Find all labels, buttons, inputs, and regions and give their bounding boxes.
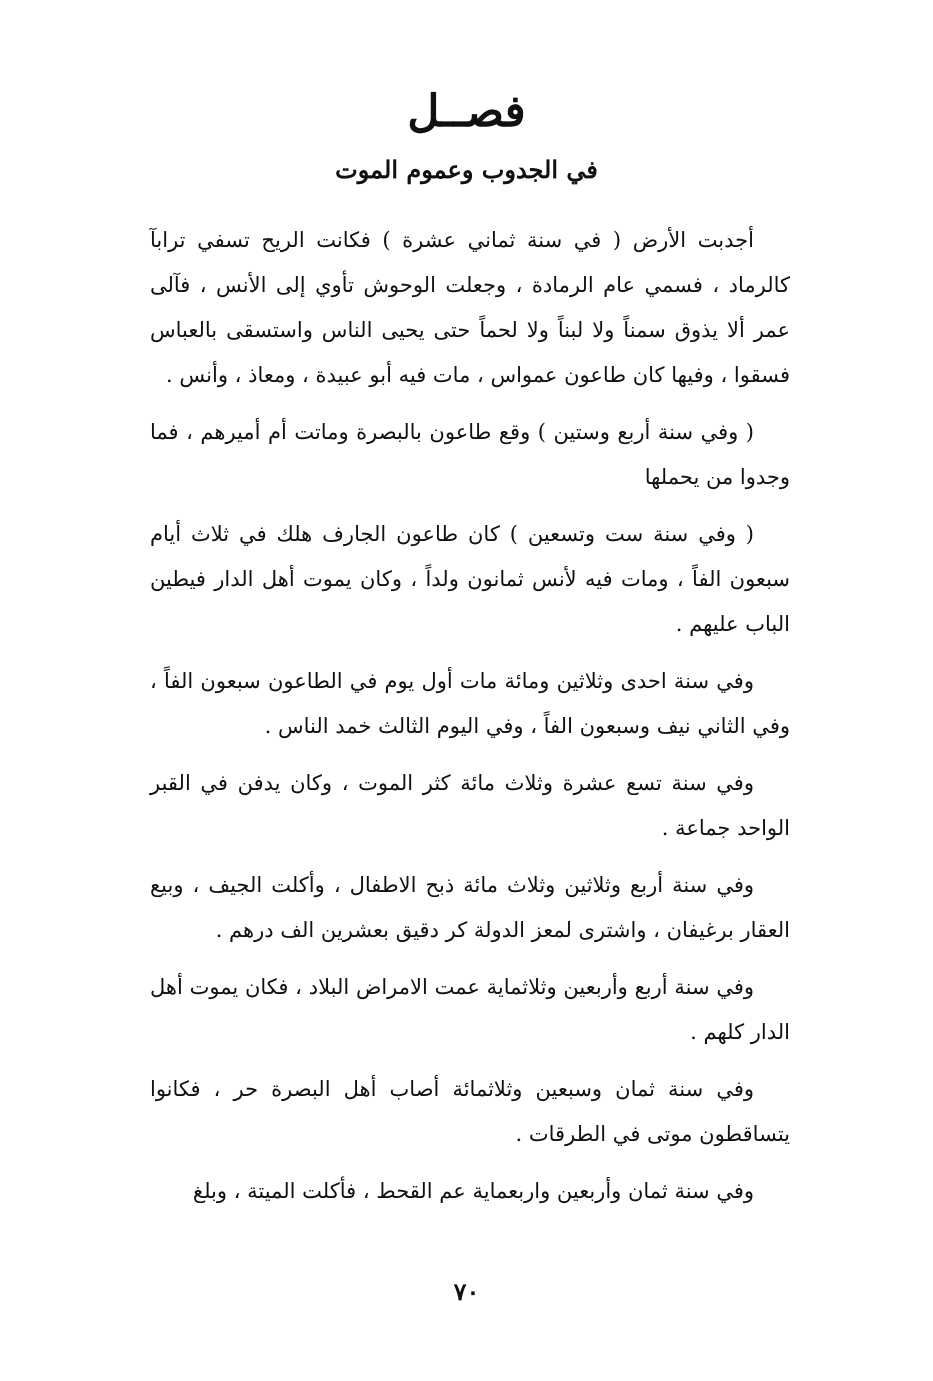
paragraph: ( وفي سنة ست وتسعين ) كان طاعون الجارف هلك في ثلاث أيام سبعون الفاً ، ومات فيه لأنس ثمانون ولداً ، وكان يموت أهل الدار فيطين الباب عليهم . — [150, 522, 790, 636]
paragraph: ( وفي سنة أربع وستين ) وقع طاعون بالبصرة وماتت أم أميرهم ، فما وجدوا من يحملها — [150, 420, 790, 489]
paragraph: وفي سنة تسع عشرة وثلاث مائة كثر الموت ، وكان يدفن في القبر الواحد جماعة . — [150, 771, 790, 840]
paragraph: وفي سنة أربع وثلاثين وثلاث مائة ذبح الاطفال ، وأكلت الجيف ، وبيع العقار برغيفان ، واشترى لمعز الدولة كر دقيق بعشرين الف درهم . — [150, 873, 790, 942]
paragraph: وفي سنة أربع وأربعين وثلاثماية عمت الامراض البلاد ، فكان يموت أهل الدار كلهم . — [150, 975, 790, 1044]
paragraph: أجدبت الأرض ( في سنة ثماني عشرة ) فكانت الريح تسفي ترابآ كالرماد ، فسمي عام الرمادة ، وجعلت الوحوش تأوي إلى الأنس ، فآلى عمر ألا يذوق سمناً ولا لبناً ولا لحماً حتى يحيى الناس واستسقى بالعباس فسقوا ، وفيها كان طاعون عمواس ، مات فيه أبو عبيدة ، ومعاذ ، وأنس . — [150, 228, 790, 387]
chapter-subtitle: في الجدوب وعموم الموت — [335, 155, 598, 184]
body-text — [150, 218, 790, 1226]
chapter-title: فصــل — [407, 86, 526, 137]
paragraph: وفي سنة ثمان وأربعين واربعماية عم القحط ، فأكلت الميتة ، وبلغ — [192, 1179, 754, 1203]
paragraph: وفي سنة احدى وثلاثين ومائة مات أول يوم في الطاعون سبعون الفاً ، وفي الثاني نيف وسبعون الفاً ، وفي اليوم الثالث خمد الناس . — [150, 669, 790, 738]
page-number: ٧٠ — [453, 1277, 480, 1306]
paragraph: وفي سنة ثمان وسبعين وثلاثمائة أصاب أهل البصرة حر ، فكانوا يتساقطون موتى في الطرقات . — [150, 1077, 790, 1146]
